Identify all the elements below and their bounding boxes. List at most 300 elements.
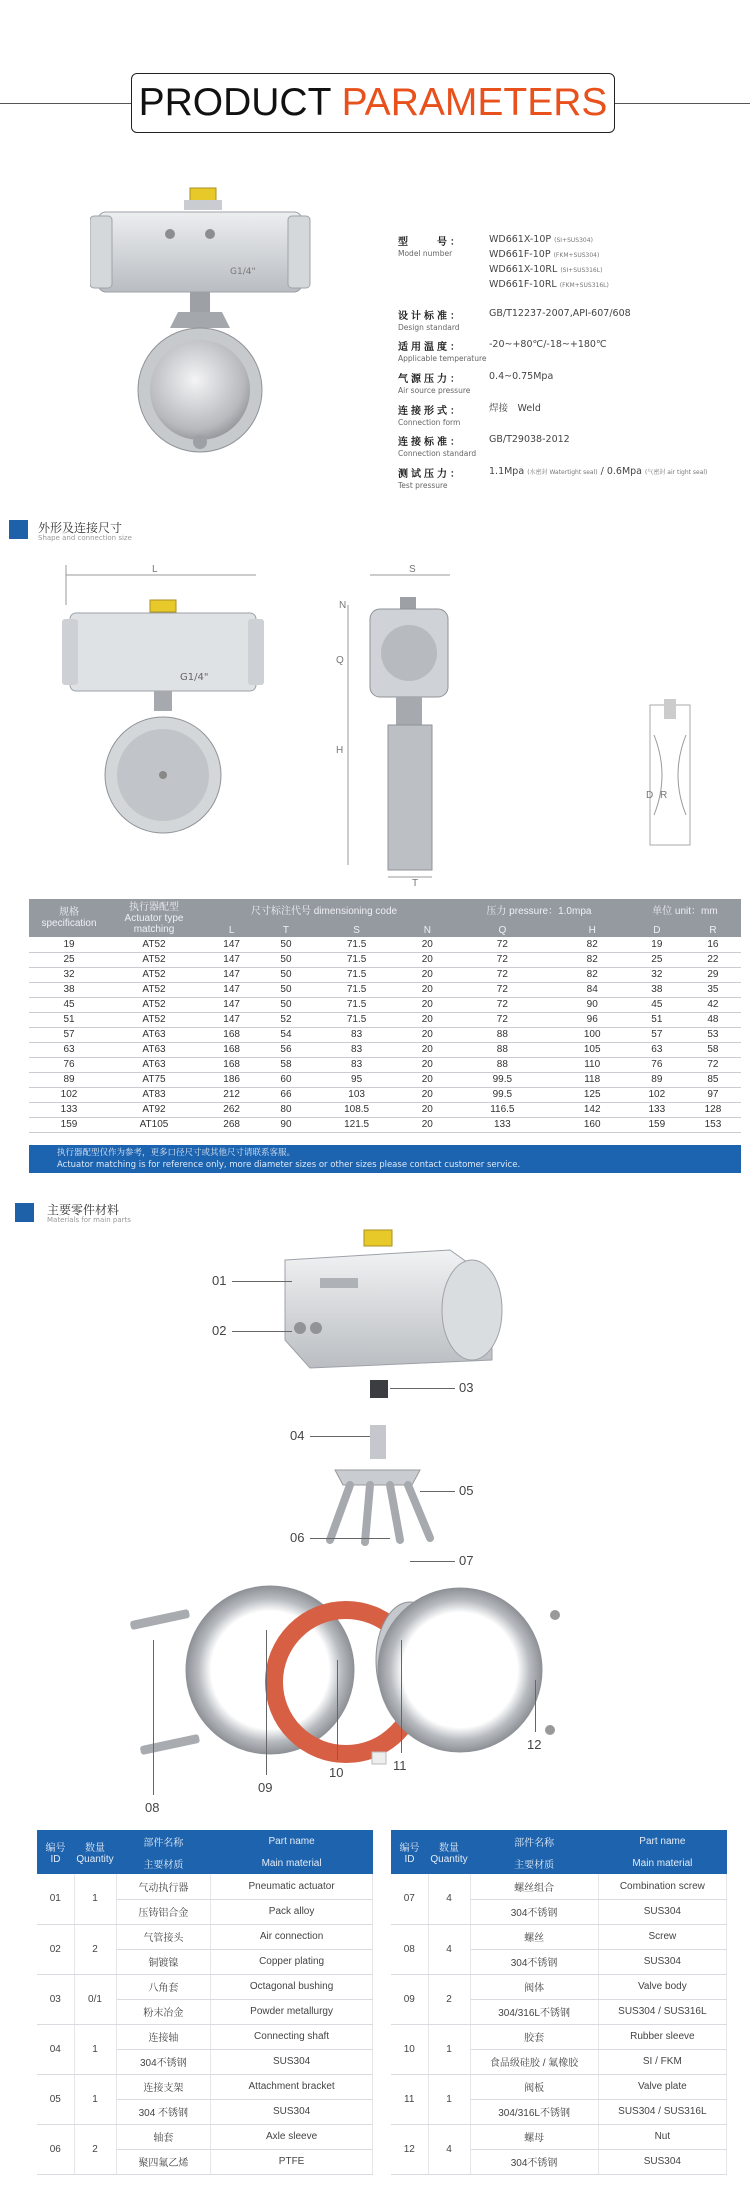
- section-dim-title: 外形及连接尺寸: [38, 521, 123, 535]
- table-row: [37, 1924, 373, 1949]
- table-cell: Attachment bracket: [211, 2074, 373, 2099]
- table-cell: AT63: [109, 1042, 199, 1057]
- param-test-value: 1.1Mpa (水密封 Watertight seal) / 0.6Mpa (气密封 air tight seal): [489, 466, 708, 477]
- table-cell: 25: [29, 952, 109, 967]
- table-cell: 72: [449, 937, 556, 952]
- part-label-07: 07: [459, 1553, 474, 1568]
- table-cell: 20: [406, 1117, 450, 1132]
- table-cell: 147: [199, 982, 264, 997]
- table-cell: 16: [685, 937, 741, 952]
- table-cell: 52: [264, 1012, 307, 1027]
- table-cell: 连接轴: [116, 2024, 211, 2049]
- table-cell: 56: [264, 1042, 307, 1057]
- table-cell: 胶套: [470, 2024, 598, 2049]
- section-parts-subtitle: Materials for main parts: [47, 1216, 131, 1224]
- table-cell: 116.5: [449, 1102, 556, 1117]
- dim-label-R: R: [660, 790, 668, 801]
- dim-label-T: T: [412, 878, 419, 889]
- table-cell: 20: [406, 1072, 450, 1087]
- table-cell: 八角套: [116, 1974, 211, 1999]
- param-conn-form-value: 焊接 Weld: [489, 403, 541, 414]
- table-row: [37, 1874, 373, 1899]
- table-cell: 0/1: [74, 1974, 116, 2024]
- table-cell: SUS304 / SUS316L: [598, 1999, 726, 2024]
- table-cell: 12: [391, 2124, 428, 2174]
- param-design-label: 设计标准： Design standard: [398, 311, 463, 332]
- parts-table-right: 编号 ID 数量 Quantity 部件名称 Part name 主要材质 Main material 07 4 螺丝组合 Combination screw 304不锈钢 SUS304 08 4 螺丝 Screw 304不锈钢 SUS304 09 2 阀体 Valve body 304/316L不锈钢 SUS304 / SUS316L 10 1 胶套 Rubber sleeve 食品级硅胶 / 氟橡胶 SI / FKM 11 1 阀板 Valve plate 304/316L不锈钢 SUS304 / SUS316L 12 4 螺母 Nut 304不锈钢 SUS304: [391, 1830, 727, 2175]
- table-cell: 4: [428, 1874, 470, 1924]
- table-cell: 20: [406, 952, 450, 967]
- table-cell: 304/316L不锈钢: [470, 1999, 598, 2024]
- table-cell: 95: [308, 1072, 406, 1087]
- table-cell: SUS304: [211, 2099, 373, 2124]
- table-cell: 159: [29, 1117, 109, 1132]
- table-cell: 89: [29, 1072, 109, 1087]
- table-cell: AT52: [109, 952, 199, 967]
- table-row: [391, 2024, 727, 2049]
- header-rule-left: [0, 103, 131, 104]
- table-row: [37, 2024, 373, 2049]
- table-cell: AT63: [109, 1027, 199, 1042]
- table-cell: 20: [406, 997, 450, 1012]
- table-cell: 72: [449, 982, 556, 997]
- table-cell: 97: [685, 1087, 741, 1102]
- table-cell: 147: [199, 1012, 264, 1027]
- table-cell: 96: [556, 1012, 629, 1027]
- section-dim-subtitle: Shape and connection size: [38, 534, 132, 542]
- table-cell: 2: [428, 1974, 470, 2024]
- table-cell: 128: [685, 1102, 741, 1117]
- table-cell: 35: [685, 982, 741, 997]
- table-cell: 110: [556, 1057, 629, 1072]
- part-label-09: 09: [258, 1780, 273, 1795]
- part-label-12: 12: [527, 1737, 542, 1752]
- table-cell: SUS304: [598, 1899, 726, 1924]
- table-cell: 90: [556, 997, 629, 1012]
- dimension-table: [29, 899, 741, 1133]
- table-row: [391, 2074, 727, 2099]
- table-cell: 50: [264, 952, 307, 967]
- table-cell: Nut: [598, 2124, 726, 2149]
- col-actuator: 执行器配型 Actuator type matching: [109, 899, 199, 937]
- table-cell: 125: [556, 1087, 629, 1102]
- table-cell: 71.5: [308, 967, 406, 982]
- table-cell: 82: [556, 967, 629, 982]
- page-title: PRODUCT PARAMETERS: [131, 73, 615, 133]
- param-temp-value: -20~+80℃/-18~+180℃: [489, 339, 607, 350]
- table-cell: 20: [406, 982, 450, 997]
- table-cell: Air connection: [211, 1924, 373, 1949]
- table-cell: 262: [199, 1102, 264, 1117]
- table-cell: 304不锈钢: [470, 1949, 598, 1974]
- table-cell: 212: [199, 1087, 264, 1102]
- param-conn-std-value: GB/T29038-2012: [489, 434, 570, 445]
- part-label-01: 01: [212, 1273, 227, 1288]
- param-model-label: 型 号： Model number: [398, 237, 463, 258]
- table-cell: PTFE: [211, 2149, 373, 2174]
- table-cell: 168: [199, 1057, 264, 1072]
- table-cell: 304 不锈钢: [116, 2099, 211, 2124]
- section-marker-2: [15, 1203, 34, 1222]
- part-label-05: 05: [459, 1483, 474, 1498]
- table-cell: 32: [29, 967, 109, 982]
- table-cell: 03: [37, 1974, 74, 2024]
- table-cell: 54: [264, 1027, 307, 1042]
- table-cell: 50: [264, 967, 307, 982]
- table-cell: 168: [199, 1027, 264, 1042]
- table-cell: 50: [264, 937, 307, 952]
- table-row: [29, 952, 741, 967]
- section-marker: [9, 520, 28, 539]
- table-row: [29, 1117, 741, 1132]
- dimension-section-view: [630, 695, 710, 855]
- table-cell: 71.5: [308, 937, 406, 952]
- dimension-note: 执行器配型仅作为参考，更多口径尺寸或其他尺寸请联系客服。 Actuator matching is for reference only, more diameter sizes or other sizes please contact customer service.: [29, 1145, 741, 1173]
- table-cell: SUS304: [598, 2149, 726, 2174]
- dim-label-Q: Q: [336, 655, 344, 666]
- table-row: [29, 1072, 741, 1087]
- table-cell: Rubber sleeve: [598, 2024, 726, 2049]
- table-cell: 20: [406, 967, 450, 982]
- table-cell: 133: [29, 1102, 109, 1117]
- table-cell: 20: [406, 1042, 450, 1057]
- table-cell: 06: [37, 2124, 74, 2174]
- leader-09: [266, 1630, 267, 1775]
- table-cell: 08: [391, 1924, 428, 1974]
- table-cell: 84: [556, 982, 629, 997]
- table-cell: 50: [264, 982, 307, 997]
- table-cell: 89: [629, 1072, 685, 1087]
- leader-07: [410, 1561, 455, 1562]
- table-cell: 阀体: [470, 1974, 598, 1999]
- table-cell: 121.5: [308, 1117, 406, 1132]
- table-cell: SI / FKM: [598, 2049, 726, 2074]
- table-cell: 72: [449, 952, 556, 967]
- table-cell: 72: [685, 1057, 741, 1072]
- dim-col-r: R: [685, 923, 741, 937]
- table-cell: 20: [406, 1102, 450, 1117]
- table-cell: 72: [449, 997, 556, 1012]
- table-cell: 133: [629, 1102, 685, 1117]
- table-cell: AT52: [109, 1012, 199, 1027]
- table-row: [29, 967, 741, 982]
- table-cell: 05: [37, 2074, 74, 2124]
- table-cell: 1: [428, 2024, 470, 2074]
- table-cell: 1: [74, 2024, 116, 2074]
- table-cell: 99.5: [449, 1072, 556, 1087]
- col-dims-group: 尺寸标注代号 dimensioning code: [199, 899, 449, 923]
- table-cell: 186: [199, 1072, 264, 1087]
- table-cell: 38: [629, 982, 685, 997]
- table-cell: 食品级硅胶 / 氟橡胶: [470, 2049, 598, 2074]
- table-cell: 66: [264, 1087, 307, 1102]
- table-cell: 10: [391, 2024, 428, 2074]
- table-cell: SUS304 / SUS316L: [598, 2099, 726, 2124]
- part-label-06: 06: [290, 1530, 305, 1545]
- table-cell: 1: [428, 2074, 470, 2124]
- header-rule-right: [615, 103, 750, 104]
- table-row: [391, 1874, 727, 1899]
- table-cell: 29: [685, 967, 741, 982]
- table-cell: 轴套: [116, 2124, 211, 2149]
- table-row: [391, 1974, 727, 1999]
- table-cell: 09: [391, 1974, 428, 2024]
- table-cell: 153: [685, 1117, 741, 1132]
- table-cell: Valve plate: [598, 2074, 726, 2099]
- table-cell: Valve body: [598, 1974, 726, 1999]
- table-cell: 53: [685, 1027, 741, 1042]
- table-cell: 04: [37, 2024, 74, 2074]
- leader-05: [420, 1491, 455, 1492]
- table-cell: 07: [391, 1874, 428, 1924]
- part-label-03: 03: [459, 1380, 474, 1395]
- table-row: [29, 1057, 741, 1072]
- port-label-2: G1/4": [180, 672, 209, 683]
- table-cell: AT63: [109, 1057, 199, 1072]
- part-label-10: 10: [329, 1765, 344, 1780]
- table-cell: 57: [629, 1027, 685, 1042]
- table-cell: 铜镀镍: [116, 1949, 211, 1974]
- table-cell: 82: [556, 952, 629, 967]
- table-cell: 压铸铝合金: [116, 1899, 211, 1924]
- port-label: G1/4": [230, 267, 256, 277]
- dim-label-H: H: [336, 745, 344, 756]
- table-cell: 螺丝组合: [470, 1874, 598, 1899]
- param-temp-label: 适用温度： Applicable temperature: [398, 342, 487, 363]
- table-cell: 02: [37, 1924, 74, 1974]
- table-cell: 20: [406, 1027, 450, 1042]
- table-cell: 105: [556, 1042, 629, 1057]
- table-cell: 147: [199, 937, 264, 952]
- table-cell: 72: [449, 967, 556, 982]
- col-spec: 规格 specification: [29, 899, 109, 937]
- table-row: [391, 1924, 727, 1949]
- table-cell: 阀板: [470, 2074, 598, 2099]
- param-design-value: GB/T12237-2007,API-607/608: [489, 308, 631, 319]
- table-cell: 20: [406, 1012, 450, 1027]
- table-cell: 48: [685, 1012, 741, 1027]
- table-cell: 83: [308, 1057, 406, 1072]
- dim-label-S: S: [409, 564, 416, 575]
- table-cell: Connecting shaft: [211, 2024, 373, 2049]
- table-cell: 19: [629, 937, 685, 952]
- table-cell: 71.5: [308, 997, 406, 1012]
- table-cell: 32: [629, 967, 685, 982]
- table-row: [29, 997, 741, 1012]
- table-cell: 51: [29, 1012, 109, 1027]
- table-cell: 气动执行器: [116, 1874, 211, 1899]
- table-cell: AT52: [109, 937, 199, 952]
- table-cell: 4: [428, 1924, 470, 1974]
- table-cell: 11: [391, 2074, 428, 2124]
- table-row: [391, 2124, 727, 2149]
- table-row: [29, 1012, 741, 1027]
- table-cell: 71.5: [308, 1012, 406, 1027]
- leader-08: [153, 1640, 154, 1795]
- table-cell: Pneumatic actuator: [211, 1874, 373, 1899]
- table-row: [29, 937, 741, 952]
- table-cell: 304不锈钢: [116, 2049, 211, 2074]
- table-cell: AT105: [109, 1117, 199, 1132]
- table-cell: 63: [629, 1042, 685, 1057]
- table-cell: 108.5: [308, 1102, 406, 1117]
- table-cell: 20: [406, 1057, 450, 1072]
- col-unit: 单位 unit：mm: [629, 899, 741, 923]
- table-cell: SUS304: [598, 1949, 726, 1974]
- table-row: [37, 2124, 373, 2149]
- table-cell: 2: [74, 1924, 116, 1974]
- table-cell: 304/316L不锈钢: [470, 2099, 598, 2124]
- table-cell: Pack alloy: [211, 1899, 373, 1924]
- table-cell: 90: [264, 1117, 307, 1132]
- table-cell: AT52: [109, 967, 199, 982]
- table-cell: AT83: [109, 1087, 199, 1102]
- table-cell: Screw: [598, 1924, 726, 1949]
- dim-label-D: D: [646, 790, 654, 801]
- leader-10: [337, 1660, 338, 1760]
- table-cell: 100: [556, 1027, 629, 1042]
- table-cell: 60: [264, 1072, 307, 1087]
- table-row: [29, 982, 741, 997]
- leader-03: [390, 1388, 455, 1389]
- table-cell: 01: [37, 1874, 74, 1924]
- table-cell: 粉末冶金: [116, 1999, 211, 2024]
- table-cell: 147: [199, 997, 264, 1012]
- section-parts-title: 主要零件材料: [47, 1203, 120, 1217]
- table-cell: 88: [449, 1027, 556, 1042]
- table-cell: 85: [685, 1072, 741, 1087]
- part-label-02: 02: [212, 1323, 227, 1338]
- table-cell: 72: [449, 1012, 556, 1027]
- table-cell: 71.5: [308, 952, 406, 967]
- table-cell: 142: [556, 1102, 629, 1117]
- table-cell: AT52: [109, 982, 199, 997]
- table-cell: 63: [29, 1042, 109, 1057]
- table-cell: Combination screw: [598, 1874, 726, 1899]
- dim-col-s: S: [308, 923, 406, 937]
- dim-col-n: N: [406, 923, 450, 937]
- table-cell: 连接支架: [116, 2074, 211, 2099]
- table-cell: 159: [629, 1117, 685, 1132]
- part-label-08: 08: [145, 1800, 160, 1815]
- part-label-04: 04: [290, 1428, 305, 1443]
- table-cell: 102: [29, 1087, 109, 1102]
- table-cell: 58: [685, 1042, 741, 1057]
- table-cell: 螺丝: [470, 1924, 598, 1949]
- table-row: [29, 1027, 741, 1042]
- dim-col-h: H: [556, 923, 629, 937]
- table-cell: 102: [629, 1087, 685, 1102]
- valve-product-image: [90, 180, 320, 480]
- table-cell: 304不锈钢: [470, 1899, 598, 1924]
- table-cell: 118: [556, 1072, 629, 1087]
- table-cell: 103: [308, 1087, 406, 1102]
- table-cell: 83: [308, 1027, 406, 1042]
- table-cell: 83: [308, 1042, 406, 1057]
- table-row: [29, 1087, 741, 1102]
- leader-12: [535, 1680, 536, 1732]
- param-model-values: WD661X-10P (SI+SUS304) WD661F-10P (FKM+SUS304) WD661X-10RL (SI+SUS316L) WD661F-10RL (FKM+SUS316L): [489, 234, 609, 290]
- param-air-label: 气源压力： Air source pressure: [398, 374, 471, 395]
- table-cell: 聚四氟乙烯: [116, 2149, 211, 2174]
- leader-01: [232, 1281, 292, 1282]
- leader-04: [310, 1436, 370, 1437]
- table-cell: 45: [629, 997, 685, 1012]
- table-cell: SUS304: [211, 2049, 373, 2074]
- param-conn-form-label: 连接形式： Connection form: [398, 406, 463, 427]
- parts-table-left: 编号 ID 数量 Quantity 部件名称 Part name 主要材质 Main material 01 1 气动执行器 Pneumatic actuator 压铸铝合金 Pack alloy 02 2 气管接头 Air connection 铜镀镍 Copper plating 03 0/1 八角套 Octagonal bushing 粉末冶金 Powder metallurgy 04 1 连接轴 Connecting shaft 304不锈钢 SUS304 05 1 连接支架 Attachment bracket 304 不锈钢 SUS304 06 2 轴套 Axle sleeve 聚四氟乙烯 PTFE: [37, 1830, 373, 2175]
- dim-label-L: L: [152, 564, 158, 575]
- table-cell: 147: [199, 967, 264, 982]
- table-cell: 80: [264, 1102, 307, 1117]
- table-row: [37, 1974, 373, 1999]
- table-cell: 2: [74, 2124, 116, 2174]
- table-cell: 1: [74, 1874, 116, 1924]
- dim-col-l: L: [199, 923, 264, 937]
- leader-02: [232, 1331, 292, 1332]
- table-cell: 160: [556, 1117, 629, 1132]
- param-test-label: 测试压力： Test pressure: [398, 469, 463, 490]
- table-row: [37, 2074, 373, 2099]
- table-cell: 20: [406, 1087, 450, 1102]
- dim-col-d: D: [629, 923, 685, 937]
- table-row: [29, 1042, 741, 1057]
- table-cell: 88: [449, 1057, 556, 1072]
- table-cell: 133: [449, 1117, 556, 1132]
- table-cell: Octagonal bushing: [211, 1974, 373, 1999]
- table-cell: 147: [199, 952, 264, 967]
- table-cell: 268: [199, 1117, 264, 1132]
- dimension-side-view: [340, 565, 470, 885]
- table-cell: 304不锈钢: [470, 2149, 598, 2174]
- col-pressure: 压力 pressure：1.0mpa: [449, 899, 629, 923]
- part-label-11: 11: [393, 1758, 407, 1773]
- table-cell: Powder metallurgy: [211, 1999, 373, 2024]
- table-cell: 19: [29, 937, 109, 952]
- table-cell: 88: [449, 1042, 556, 1057]
- table-cell: 58: [264, 1057, 307, 1072]
- param-air-value: 0.4~0.75Mpa: [489, 371, 554, 382]
- table-cell: Copper plating: [211, 1949, 373, 1974]
- table-cell: AT75: [109, 1072, 199, 1087]
- exploded-view-image: [120, 1220, 580, 1810]
- table-cell: 57: [29, 1027, 109, 1042]
- dimension-front-view: [60, 565, 270, 865]
- table-cell: 99.5: [449, 1087, 556, 1102]
- table-cell: 82: [556, 937, 629, 952]
- param-conn-std-label: 连接标准： Connection standard: [398, 437, 477, 458]
- table-cell: 45: [29, 997, 109, 1012]
- leader-06: [310, 1538, 390, 1539]
- table-cell: 42: [685, 997, 741, 1012]
- table-cell: 76: [29, 1057, 109, 1072]
- table-cell: 76: [629, 1057, 685, 1072]
- table-cell: 4: [428, 2124, 470, 2174]
- table-cell: 1: [74, 2074, 116, 2124]
- dim-label-N: N: [339, 600, 347, 611]
- table-cell: 22: [685, 952, 741, 967]
- table-cell: 20: [406, 937, 450, 952]
- table-cell: AT52: [109, 997, 199, 1012]
- dim-col-q: Q: [449, 923, 556, 937]
- table-cell: AT92: [109, 1102, 199, 1117]
- table-cell: Axle sleeve: [211, 2124, 373, 2149]
- table-cell: 螺母: [470, 2124, 598, 2149]
- table-cell: 25: [629, 952, 685, 967]
- table-cell: 71.5: [308, 982, 406, 997]
- leader-11: [401, 1640, 402, 1753]
- table-cell: 168: [199, 1042, 264, 1057]
